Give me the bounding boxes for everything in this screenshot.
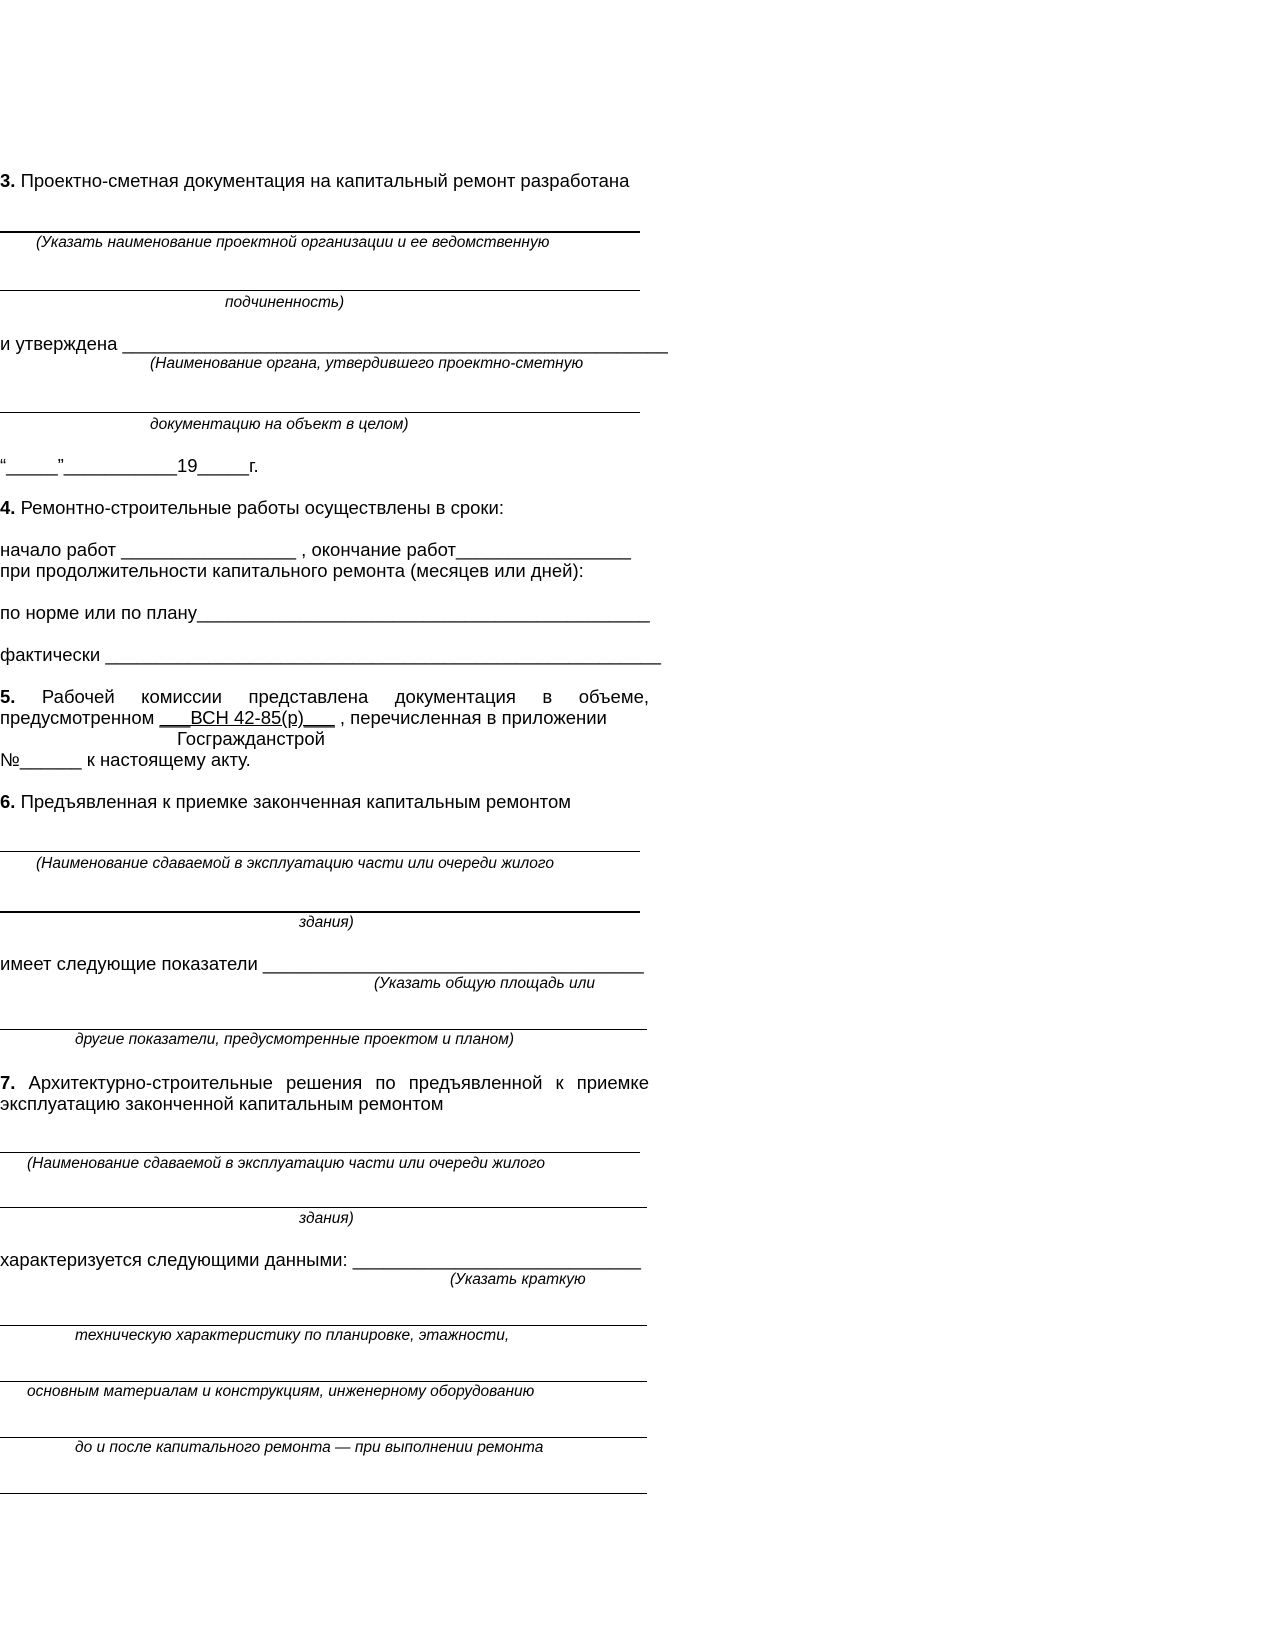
section-6-text: Предъявленная к приемке законченная капитальным ремонтом (15, 791, 571, 812)
section-3-number: 3. (0, 170, 16, 191)
section-3-hint-4: документацию на объект в целом) (150, 416, 409, 433)
section-7-text: Архитектурно-строительные решения по предъявленной к приемке (15, 1072, 649, 1093)
section-3-text: Проектно-сметная документация на капитальный ремонт разработана (15, 170, 630, 191)
section-5-standard: ___ВСН 42-85(р)___ (159, 707, 335, 728)
approved-blank: _____________________________________________________ (122, 333, 668, 354)
section-6-indicators-line: имеет следующие показатели _____________________________________ (0, 953, 644, 974)
section-7-hint-1: (Наименование сдаваемой в эксплуатацию части или очереди жилого (27, 1155, 545, 1172)
section-5-text: Рабочей комиссии представлена документация в объеме, (15, 686, 649, 707)
section-7-hint-2: здания) (299, 1210, 354, 1227)
section-6-hint-3: (Указать общую площадь или (374, 975, 595, 992)
section-7-hint-4: техническую характеристику по планировке, этажности, (75, 1327, 510, 1344)
section-3-hint-1: (Указать наименование проектной организации и ее ведомственную (36, 234, 550, 251)
section-5-line-2 (0, 707, 607, 729)
section-5-authority: Госгражданстрой (177, 728, 325, 749)
blank-line (0, 1437, 647, 1438)
blank-line (0, 1381, 647, 1382)
section-4-duration-line: при продолжительности капитального ремонта (месяцев или дней): (0, 560, 584, 581)
date-line: “_____”___________19_____г. (0, 455, 259, 476)
section-6-heading (0, 791, 571, 813)
blank-line (0, 911, 640, 913)
blank-line (0, 290, 640, 291)
section-4-text: Ремонтно-строительные работы осуществлены в сроки: (15, 497, 504, 518)
blank-line (0, 1493, 647, 1494)
section-4-heading (0, 497, 504, 519)
section-5-number: 5. (0, 686, 16, 707)
section-5-line-4: №______ к настоящему акту. (0, 749, 251, 770)
section-7-number: 7. (0, 1072, 16, 1093)
section-7-line-2: эксплуатацию законченной капитальным ремонтом (0, 1093, 444, 1114)
section-6-hint-2: здания) (299, 914, 354, 931)
section-6-hint-4: другие показатели, предусмотренные проектом и планом) (75, 1031, 515, 1048)
section-3-hint-2: подчиненность) (225, 294, 345, 311)
blank-line (0, 1325, 647, 1326)
blank-line (0, 412, 640, 413)
approved-label: и утверждена (0, 333, 123, 354)
blank-line (0, 1152, 640, 1153)
section-7-hint-5: основным материалам и конструкциям, инженерному оборудованию (27, 1383, 535, 1400)
blank-line (0, 1029, 647, 1030)
approved-line (0, 333, 668, 355)
section-7-hint-6: до и после капитального ремонта — при выполнении ремонта (75, 1439, 544, 1456)
section-4-actual-line: фактически ______________________________________________________ (0, 644, 661, 665)
section-5-listed-label: , перечисленная в приложении (334, 707, 607, 728)
section-4-norm-line: по норме или по плану____________________________________________ (0, 602, 650, 623)
section-7-line-1 (0, 1072, 649, 1093)
section-4-number: 4. (0, 497, 16, 518)
section-5-line-1 (0, 686, 649, 707)
section-3-hint-3: (Наименование органа, утвердившего проектно-сметную (150, 355, 584, 372)
section-3-heading (0, 170, 629, 192)
blank-line (0, 1207, 647, 1208)
section-6-number: 6. (0, 791, 16, 812)
section-5-provided-label: предусмотренном (0, 707, 160, 728)
blank-line (0, 231, 640, 233)
section-7-hint-3: (Указать краткую (450, 1271, 586, 1288)
section-4-start-end-line: начало работ _________________ , окончание работ_________________ (0, 539, 631, 560)
section-7-characteristics-line: характеризуется следующими данными: ____________________________ (0, 1249, 641, 1270)
section-6-hint-1: (Наименование сдаваемой в эксплуатацию части или очереди жилого (36, 855, 554, 872)
blank-line (0, 851, 640, 852)
